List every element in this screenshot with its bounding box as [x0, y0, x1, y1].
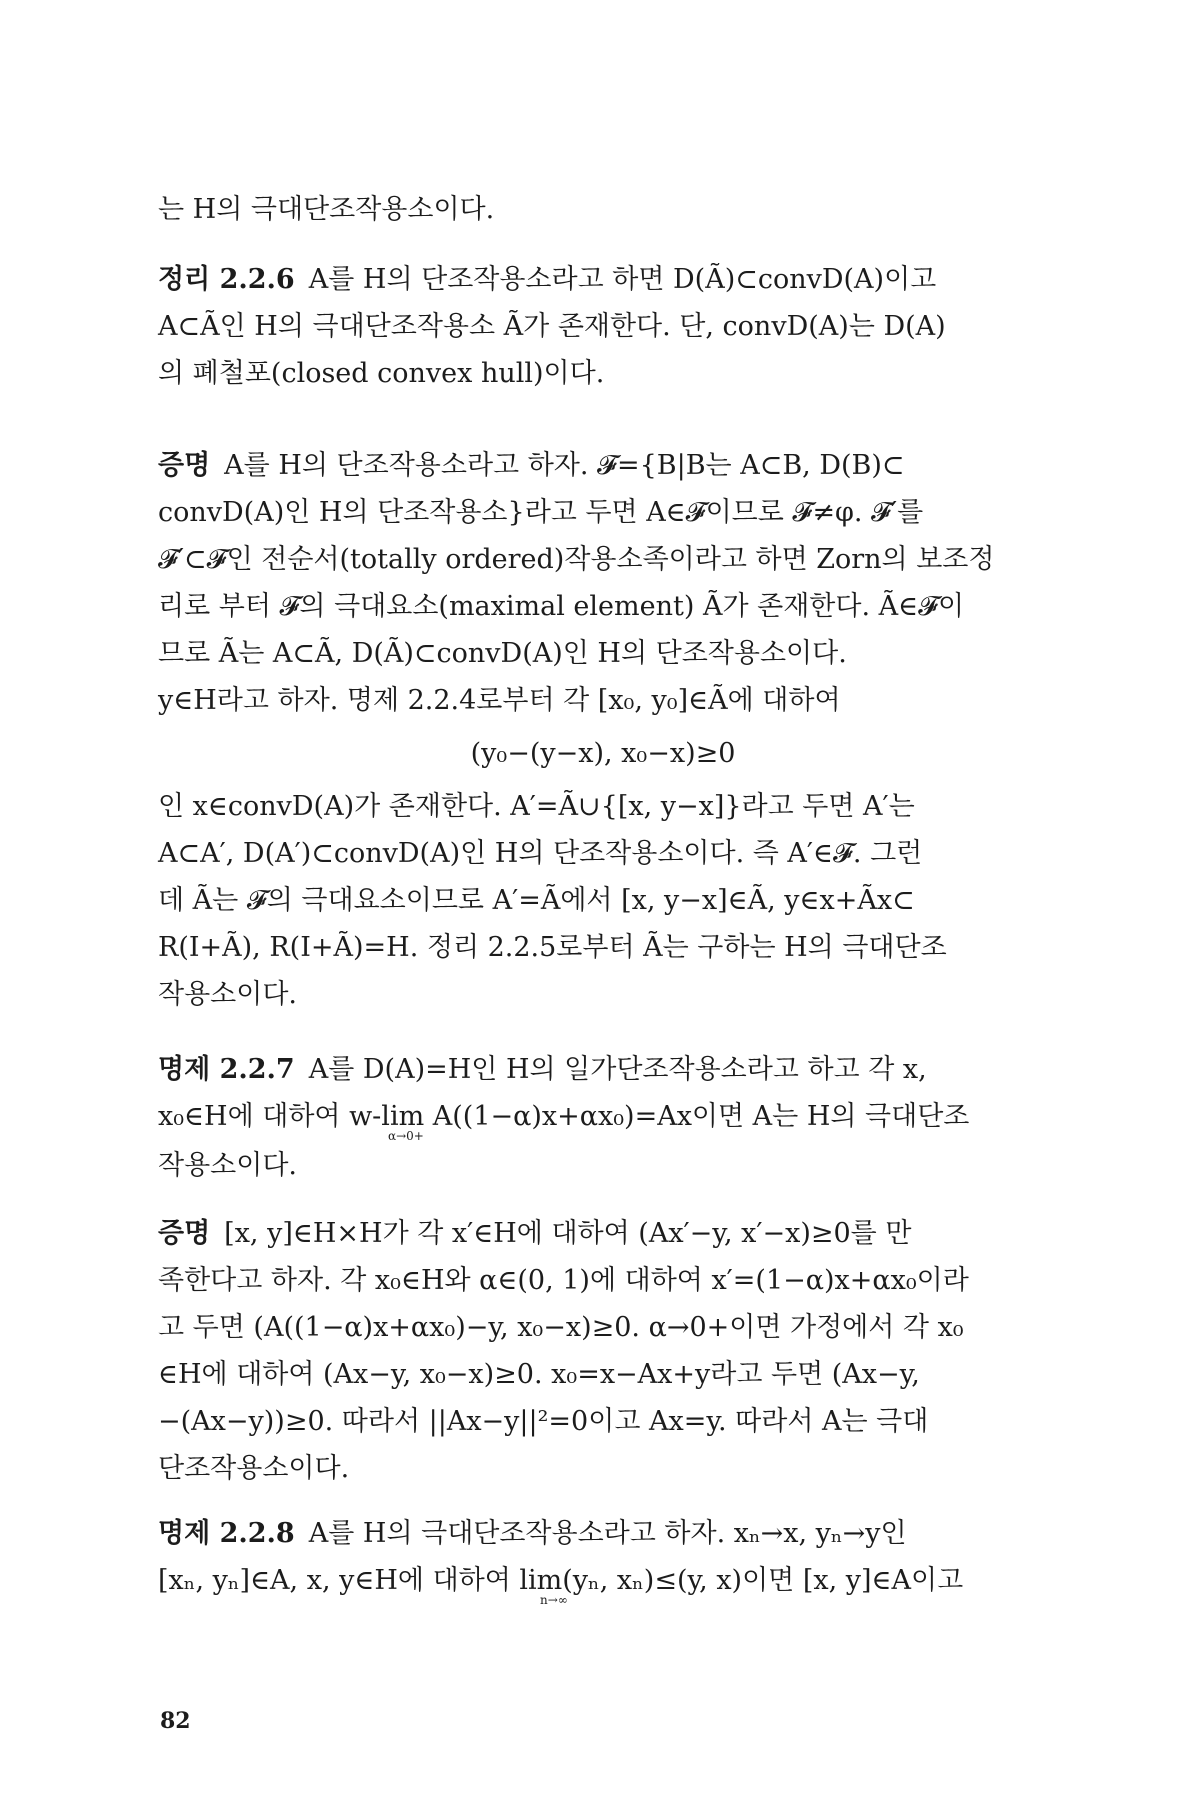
- text-line: 리로 부터 𝓕의 극대요소(maximal element) Ã가 존재한다. Ã∈𝓕이: [158, 591, 965, 622]
- text-line: 단조작용소이다.: [158, 1453, 350, 1484]
- text-line: [158, 442, 1048, 489]
- proof-label: 증명: [158, 1218, 211, 1249]
- text-line: [158, 256, 1048, 303]
- text-line: [158, 1510, 1048, 1557]
- proof-2-2-7: [158, 1210, 1048, 1492]
- proposition-text: A를 H의 극대단조작용소라고 하자. xₙ→x, yₙ→y인: [308, 1518, 907, 1549]
- proof-label: 증명: [158, 450, 211, 481]
- text-line: R(I+Ã), R(I+Ã)=H. 정리 2.2.5로부터 Ã는 구하는 H의 극대단조: [158, 932, 947, 963]
- text-line: 고 두면 (A((1−α)x+αx₀)−y, x₀−x)≥0. α→0+이면 가정에서 각 x₀: [158, 1312, 964, 1343]
- text-line: y∈H라고 하자. 명제 2.2.4로부터 각 [x₀, y₀]∈Ã에 대하여: [158, 685, 841, 716]
- text-line: ∈H에 대하여 (Ax−y, x₀−x)≥0. x₀=x−Ax+y라고 두면 (Ax−y,: [158, 1359, 920, 1390]
- text-line: [xₙ, yₙ]∈A, x, y∈H에 대하여 lim(yₙ, xₙ)≤(y, x)이면 [x, y]∈A이고: [158, 1565, 964, 1596]
- proof-text: A를 H의 단조작용소라고 하자. 𝓕={B|B는 A⊂B, D(B)⊂: [224, 450, 905, 481]
- text-line: 족한다고 하자. 각 x₀∈H와 α∈(0, 1)에 대하여 x′=(1−α)x+αx₀이라: [158, 1265, 969, 1296]
- text-line: A⊂A′, D(A′)⊂convD(A)인 H의 단조작용소이다. 즉 A′∈𝓕. 그런: [158, 838, 923, 869]
- proposition-2-2-7: [158, 1046, 1048, 1189]
- theorem-text: A를 H의 단조작용소라고 하면 D(Ã)⊂convD(A)이고: [308, 264, 937, 295]
- text-line: x₀∈H에 대하여 w-lim A((1−α)x+αx₀)=Ax이면 A는 H의 극대단조: [158, 1101, 970, 1132]
- proposition-label: 명제 2.2.7: [158, 1054, 295, 1085]
- text-line: A⊂Ã인 H의 극대단조작용소 Ã가 존재한다. 단, convD(A)는 D(A): [158, 311, 946, 342]
- text-line: 작용소이다.: [158, 1150, 297, 1181]
- text-line: [158, 1210, 1048, 1257]
- text-line: convD(A)인 H의 단조작용소}라고 두면 A∈𝓕이므로 𝓕≠φ. 𝓕′를: [158, 497, 924, 528]
- text-line: 인 x∈convD(A)가 존재한다. A′=Ã∪{[x, y−x]}라고 두면 A′는: [158, 791, 915, 822]
- text-line: [158, 1046, 1048, 1093]
- proof-text: [x, y]∈H×H가 각 x′∈H에 대하여 (Ax′−y, x′−x)≥0를 만: [224, 1218, 912, 1249]
- limit-subscript: n→∞: [540, 1593, 568, 1607]
- proposition-text: A를 D(A)=H인 H의 일가단조작용소라고 하고 각 x,: [308, 1054, 927, 1085]
- page-number: 82: [160, 1708, 191, 1734]
- display-formula: (y₀−(y−x), x₀−x)≥0: [470, 738, 736, 769]
- intro-text: [158, 186, 1048, 233]
- theorem-label: 정리 2.2.6: [158, 264, 295, 295]
- text-line: 데 Ã는 𝓕의 극대요소이므로 A′=Ã에서 [x, y−x]∈Ã, y∈x+Ãx⊂: [158, 885, 915, 916]
- text-line: 므로 Ã는 A⊂Ã, D(Ã)⊂convD(A)인 H의 단조작용소이다.: [158, 638, 847, 669]
- text-line: 는 H의 극대단조작용소이다.: [158, 194, 495, 225]
- text-line: 작용소이다.: [158, 979, 297, 1010]
- text-line: 의 폐철포(closed convex hull)이다.: [158, 358, 605, 389]
- text-line: 𝓕′⊂𝓕인 전순서(totally ordered)작용소족이라고 하면 Zorn의 보조정: [158, 544, 995, 575]
- text-line: −(Ax−y))≥0. 따라서 ||Ax−y||²=0이고 Ax=y. 따라서 A는 극대: [158, 1406, 929, 1437]
- proposition-2-2-8: [158, 1510, 1048, 1606]
- limit-subscript: α→0+: [388, 1129, 424, 1143]
- proof-2-2-6: [158, 442, 1048, 1018]
- theorem-2-2-6: [158, 256, 1048, 397]
- proposition-label: 명제 2.2.8: [158, 1518, 295, 1549]
